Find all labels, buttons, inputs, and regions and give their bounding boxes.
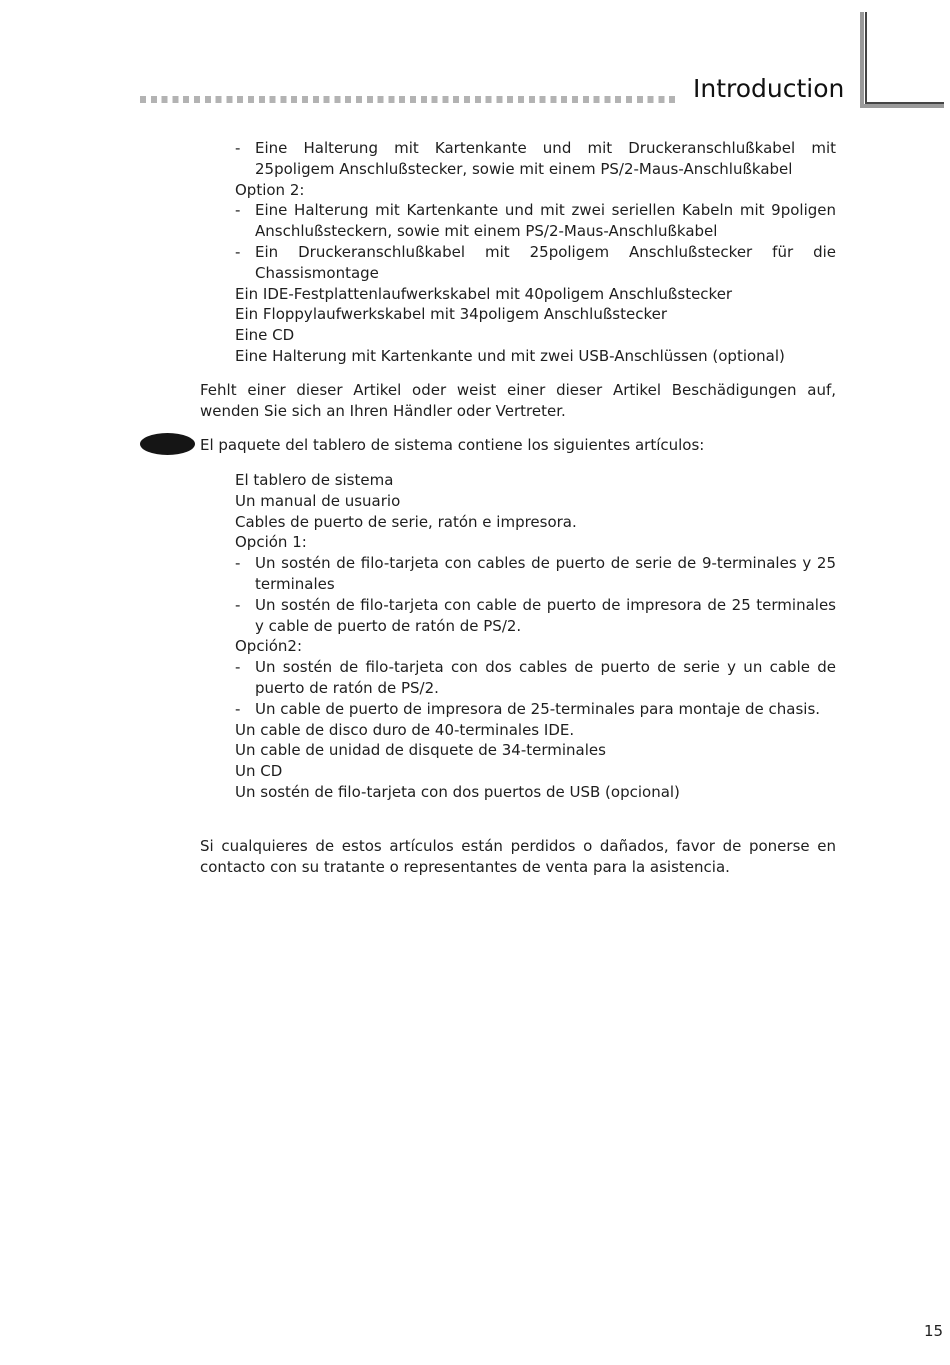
- list-item: Un manual de usuario: [235, 491, 401, 510]
- list-item: Un cable de disco duro de 40-terminales IDE.: [235, 720, 575, 739]
- list-item: Ein Floppylaufwerkskabel mit 34poligem Anschlußstecker: [235, 305, 668, 324]
- header-dot-rule: [140, 96, 680, 103]
- list-item: - Un sostén de filo-tarjeta con cable de puerto de impresora de 25 terminales y cable de puerto de ratón de PS/2.: [235, 595, 836, 635]
- spanish-items: [200, 470, 836, 803]
- spanish-note: Si cualquieres de estos artículos están perdidos o dañados, favor de ponerse en contacto con su tratante o representantes de venta para la asistencia.: [200, 837, 836, 876]
- option-label: Option 2:: [235, 180, 305, 199]
- german-note: Fehlt einer dieser Artikel oder weist einer dieser Artikel Beschädigungen auf, wenden Sie sich an Ihren Händler oder Vertreter.: [200, 381, 836, 420]
- option-label: Opción 1:: [235, 533, 307, 552]
- list-item: El tablero de sistema: [235, 471, 394, 489]
- spanish-intro: El paquete del tablero de sistema contiene los siguientes artículos:: [200, 436, 705, 454]
- list-item: - Eine Halterung mit Kartenkante und mit zwei seriellen Kabeln mit 9poligen Anschlußsteckern, sowie mit einem PS/2-Maus-Anschlußkabel: [235, 201, 836, 241]
- page-title: Introduction: [693, 74, 845, 103]
- corner-mark-horizontal: [860, 104, 944, 108]
- list-item: - Un sostén de filo-tarjeta con dos cables de puerto de serie y un cable de puerto de ratón de PS/2.: [235, 658, 836, 697]
- list-item: Un cable de unidad de disquete de 34-terminales: [235, 741, 606, 760]
- list-item: Cables de puerto de serie, ratón e impresora.: [235, 512, 577, 531]
- list-item: - Un sostén de filo-tarjeta con cables de puerto de serie de 9-terminales y 25 terminales: [235, 554, 836, 593]
- list-item: - Eine Halterung mit Kartenkante und mit Druckeranschlußkabel mit 25poligem Anschlußstecker, sowie mit einem PS/2-Maus-Anschlußkabel: [235, 139, 836, 178]
- german-items: [200, 138, 836, 367]
- corner-mark-horizontal-line: [865, 102, 944, 104]
- list-item: Un CD: [235, 762, 283, 781]
- list-item: Ein IDE-Festplattenlaufwerkskabel mit 40poligem Anschlußstecker: [235, 284, 733, 303]
- list-item: - Un cable de puerto de impresora de 25-terminales para montaje de chasis.: [235, 699, 821, 718]
- list-item: Eine Halterung mit Kartenkante und mit zwei USB-Anschlüssen (optional): [235, 346, 785, 365]
- list-item: Eine CD: [235, 326, 295, 345]
- option-label: Opción2:: [235, 637, 303, 656]
- page-number: 15: [924, 1322, 944, 1340]
- list-item: Un sostén de filo-tarjeta con dos puertos de USB (opcional): [235, 782, 680, 801]
- corner-mark-vertical-line: [865, 12, 867, 108]
- corner-mark-vertical: [860, 12, 864, 108]
- language-marker: [140, 433, 195, 455]
- list-item: - Ein Druckeranschlußkabel mit 25poligem Anschlußstecker für die Chassismontage: [235, 242, 836, 282]
